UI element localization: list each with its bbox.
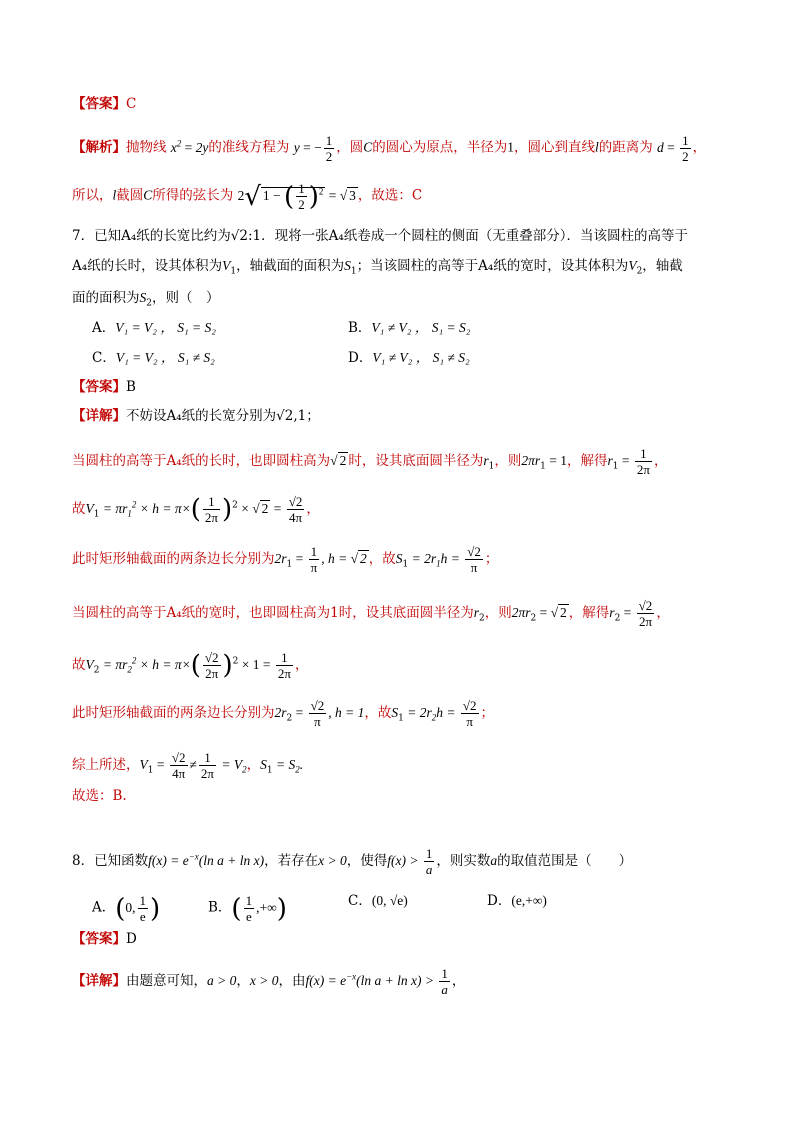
q8-detail-line: 【详解】由题意可知，a > 0，x > 0，由$f(x) = e^{-x}(\ln$ a + ln x) > $\frac{1}{a}$ ， [72, 966, 466, 997]
option-letter: A． [92, 320, 116, 336]
step-text: 综上所述， [72, 757, 140, 773]
q7-stem-line1: 7．已知A₄纸的长宽比约为√2:1．现将一张A₄纸卷成一个圆柱的侧面（无重叠部分）．当该圆柱的高等于 [72, 228, 688, 244]
step-text: 故 [72, 501, 86, 517]
step-text: ，解得 [568, 605, 610, 621]
option-math: (0, $\frac{1}{e}$ ) [115, 893, 161, 924]
q7-step-2: 故$V_1 = \pi r_1^2 \times h = \pi\times$( $\frac{1}{2\pi}$ )$^2$ × √ 2 = $\frac{√2}{4\pi}$ ， [72, 494, 320, 525]
analysis-text: 抛物线 [126, 139, 167, 156]
option-math: ( $\frac{1}{e}$ ,+∞) [231, 893, 287, 924]
chord-text: 所得的弦长为 [152, 187, 234, 204]
q7-step-3: 此时矩形轴截面的两条边长分别为$2r_1$ = $\frac{1}{\pi}$ , h = √ 2 ，故$S_1 = 2r_1h$ = $\frac{√2}{\pi}$ ； [72, 544, 499, 575]
option-text: V₁ = V₂ ， S₁ = S₂ [115, 320, 216, 335]
answer-tag: 【答案】 [72, 379, 126, 395]
step-text: 故 [72, 657, 86, 673]
detail-tag: 【详解】 [72, 973, 126, 989]
q7-answer-line [72, 379, 136, 395]
step-text: 时，设其底面圆半径为 [348, 453, 484, 469]
answer-tag: 【答案】 [72, 96, 126, 112]
answer-value: D [126, 931, 137, 947]
q6-answer-line [72, 96, 136, 112]
step-text: ，故 [364, 705, 392, 721]
q7-stem-line3: 面的面积为$S_2$，则（ ） [72, 290, 220, 309]
stem-text: A₄纸的长时，设其体积为 [72, 258, 223, 274]
analysis-text: ，圆心到直线 [513, 139, 595, 156]
q7-detail-line [72, 408, 320, 424]
option-letter: A． [92, 899, 116, 916]
q8-answer-line [72, 931, 137, 947]
q7-step-6: 此时矩形轴截面的两条边长分别为$2r_2$ = $\frac{√2}{\pi}$ , h = 1，故$S_1 = 2r_2h$ = $\frac{√2}{\pi}$ ； [72, 698, 495, 729]
step-text: 当圆柱的高等于A₄纸的长时，也即圆柱高为 [72, 453, 331, 469]
option-letter: B． [348, 320, 372, 336]
option-letter: C． [92, 350, 116, 366]
chord-text: ，故选：C [357, 187, 423, 204]
q7-step-7: 综上所述，$V_1$ = $\frac{√2}{4\pi}$ ≠ $\frac{1}{2\pi}$ = $V_2$，$S_1 = S_2$. [72, 750, 304, 781]
q6-analysis-line: 【解析】抛物线 $x^2 = 2y$的准线方程为 y = − $\frac{1}{2}$ ，圆C的圆心为原点，半径为1，圆心到直线l的距离为 d = $\frac{1}{2}$ ， [72, 133, 707, 164]
q7-step-1: 当圆柱的高等于A₄纸的长时，也即圆柱高为√ 2 时，设其底面圆半径为$r_1$，则$2\pi r_1 = 1$，解得$r_1$ = $\frac{1}{2\pi}$ ， [72, 446, 668, 477]
option-letter: C． [348, 893, 372, 909]
q8-option-c[interactable] [348, 893, 408, 909]
q7-option-d[interactable] [348, 350, 470, 366]
step-text: ，故 [368, 551, 396, 567]
detail-text: ， [236, 973, 250, 989]
analysis-text: ，圆 [336, 139, 364, 156]
stem-text: ；当该圆柱的高等于A₄纸的宽时，设其体积为 [356, 258, 629, 274]
chord-text: 所以， [72, 187, 113, 204]
option-text: V₁ = V₂ ， S₁ ≠ S₂ [115, 350, 215, 365]
stem-text: 8．已知函数 [72, 853, 149, 869]
math-chord: 2√ 1 − ( $\frac{1}{2}$ )$^2$ = √ 3 [237, 181, 356, 212]
answer-value: C [126, 96, 137, 112]
stem-text: ，则实数 [436, 853, 491, 869]
q6-chord-line: 所以，l截圆C所得的弦长为 2√ 1 − ( $\frac{1}{2}$ )$^2$ = √ 3 ，故选：C [72, 181, 423, 212]
stem-text: ，若存在 [264, 853, 319, 869]
chord-text: 截圆 [116, 187, 144, 204]
math-parabola: $x^2 = 2y$ [170, 138, 209, 155]
q8-option-d[interactable] [487, 893, 547, 909]
detail-text: ，由 [278, 973, 306, 989]
step-text: ，则 [484, 605, 512, 621]
step-text: 此时矩形轴截面的两条边长分别为 [72, 551, 275, 567]
q8-stem: 8．已知函数$f(x) = e^{-x}(\ln$ a + ln x)，若存在x > 0，使得f(x) > $\frac{1}{a}$ ，则实数a的取值范围是（ ） [72, 846, 633, 877]
step-text: 此时矩形轴截面的两条边长分别为 [72, 705, 275, 721]
option-letter: D． [487, 893, 512, 909]
detail-tag: 【详解】 [72, 408, 126, 424]
detail-text: 不妨设A₄纸的长宽分别为√2,1； [126, 408, 320, 424]
stem-text: ，则（ ） [151, 290, 220, 306]
q7-option-a[interactable] [92, 320, 216, 336]
q7-option-c[interactable] [92, 350, 215, 366]
q7-step-5: 故$V_2 = \pi r_2^2 \times h = \pi\times$( $\frac{√2}{2\pi}$ )$^2$ × 1 = $\frac{1}{2\pi}$ ， [72, 650, 309, 681]
stem-text: ，使得 [346, 853, 388, 869]
step-text: ，则 [494, 453, 522, 469]
analysis-text: 的准线方程为 [208, 139, 290, 156]
stem-text: ，轴截 [642, 258, 683, 274]
analysis-text: 的圆心为原点，半径为 [372, 139, 508, 156]
stem-text: ，轴截面的面积为 [236, 258, 345, 274]
analysis-tag: 【解析】 [72, 139, 126, 156]
math-distance: d = $\frac{1}{2}$ [657, 133, 689, 164]
option-letter: B． [208, 899, 232, 916]
stem-text: 的取值范围是（ ） [497, 853, 633, 869]
step-text: ，解得 [566, 453, 608, 469]
q7-stem-line2: A₄纸的长时，设其体积为$V_1$，轴截面的面积为$S_1$；当该圆柱的高等于A₄纸的宽时，设其体积为$V_2$，轴截 [72, 258, 683, 277]
math-directrix: y = − $\frac{1}{2}$ [293, 133, 333, 164]
step-text: 当圆柱的高等于A₄纸的宽时，也即圆柱高为1时，设其底面圆半径为 [72, 605, 474, 621]
option-text: (e,+∞) [511, 893, 547, 908]
answer-value: B [126, 379, 136, 395]
analysis-text: 的距离为 [598, 139, 653, 156]
answer-tag: 【答案】 [72, 931, 126, 947]
q8-option-b[interactable] [208, 893, 287, 924]
option-text: (0, √e) [371, 893, 408, 908]
stem-text: 面的面积为 [72, 290, 140, 306]
q7-option-b[interactable] [348, 320, 470, 336]
q7-step-4: 当圆柱的高等于A₄纸的宽时，也即圆柱高为1时，设其底面圆半径为$r_2$，则$2\pi r_2$ = √ 2 ，解得$r_2$ = $\frac{√2}{2\pi}$ ， [72, 598, 670, 629]
q8-option-a[interactable] [92, 893, 160, 924]
option-letter: D． [348, 350, 373, 366]
option-text: V₁ ≠ V₂ ， S₁ = S₂ [371, 320, 471, 335]
detail-text: 由题意可知， [126, 973, 207, 989]
option-text: V₁ ≠ V₂ ， S₁ ≠ S₂ [372, 350, 470, 365]
q7-final: 故选：B. [72, 788, 127, 804]
